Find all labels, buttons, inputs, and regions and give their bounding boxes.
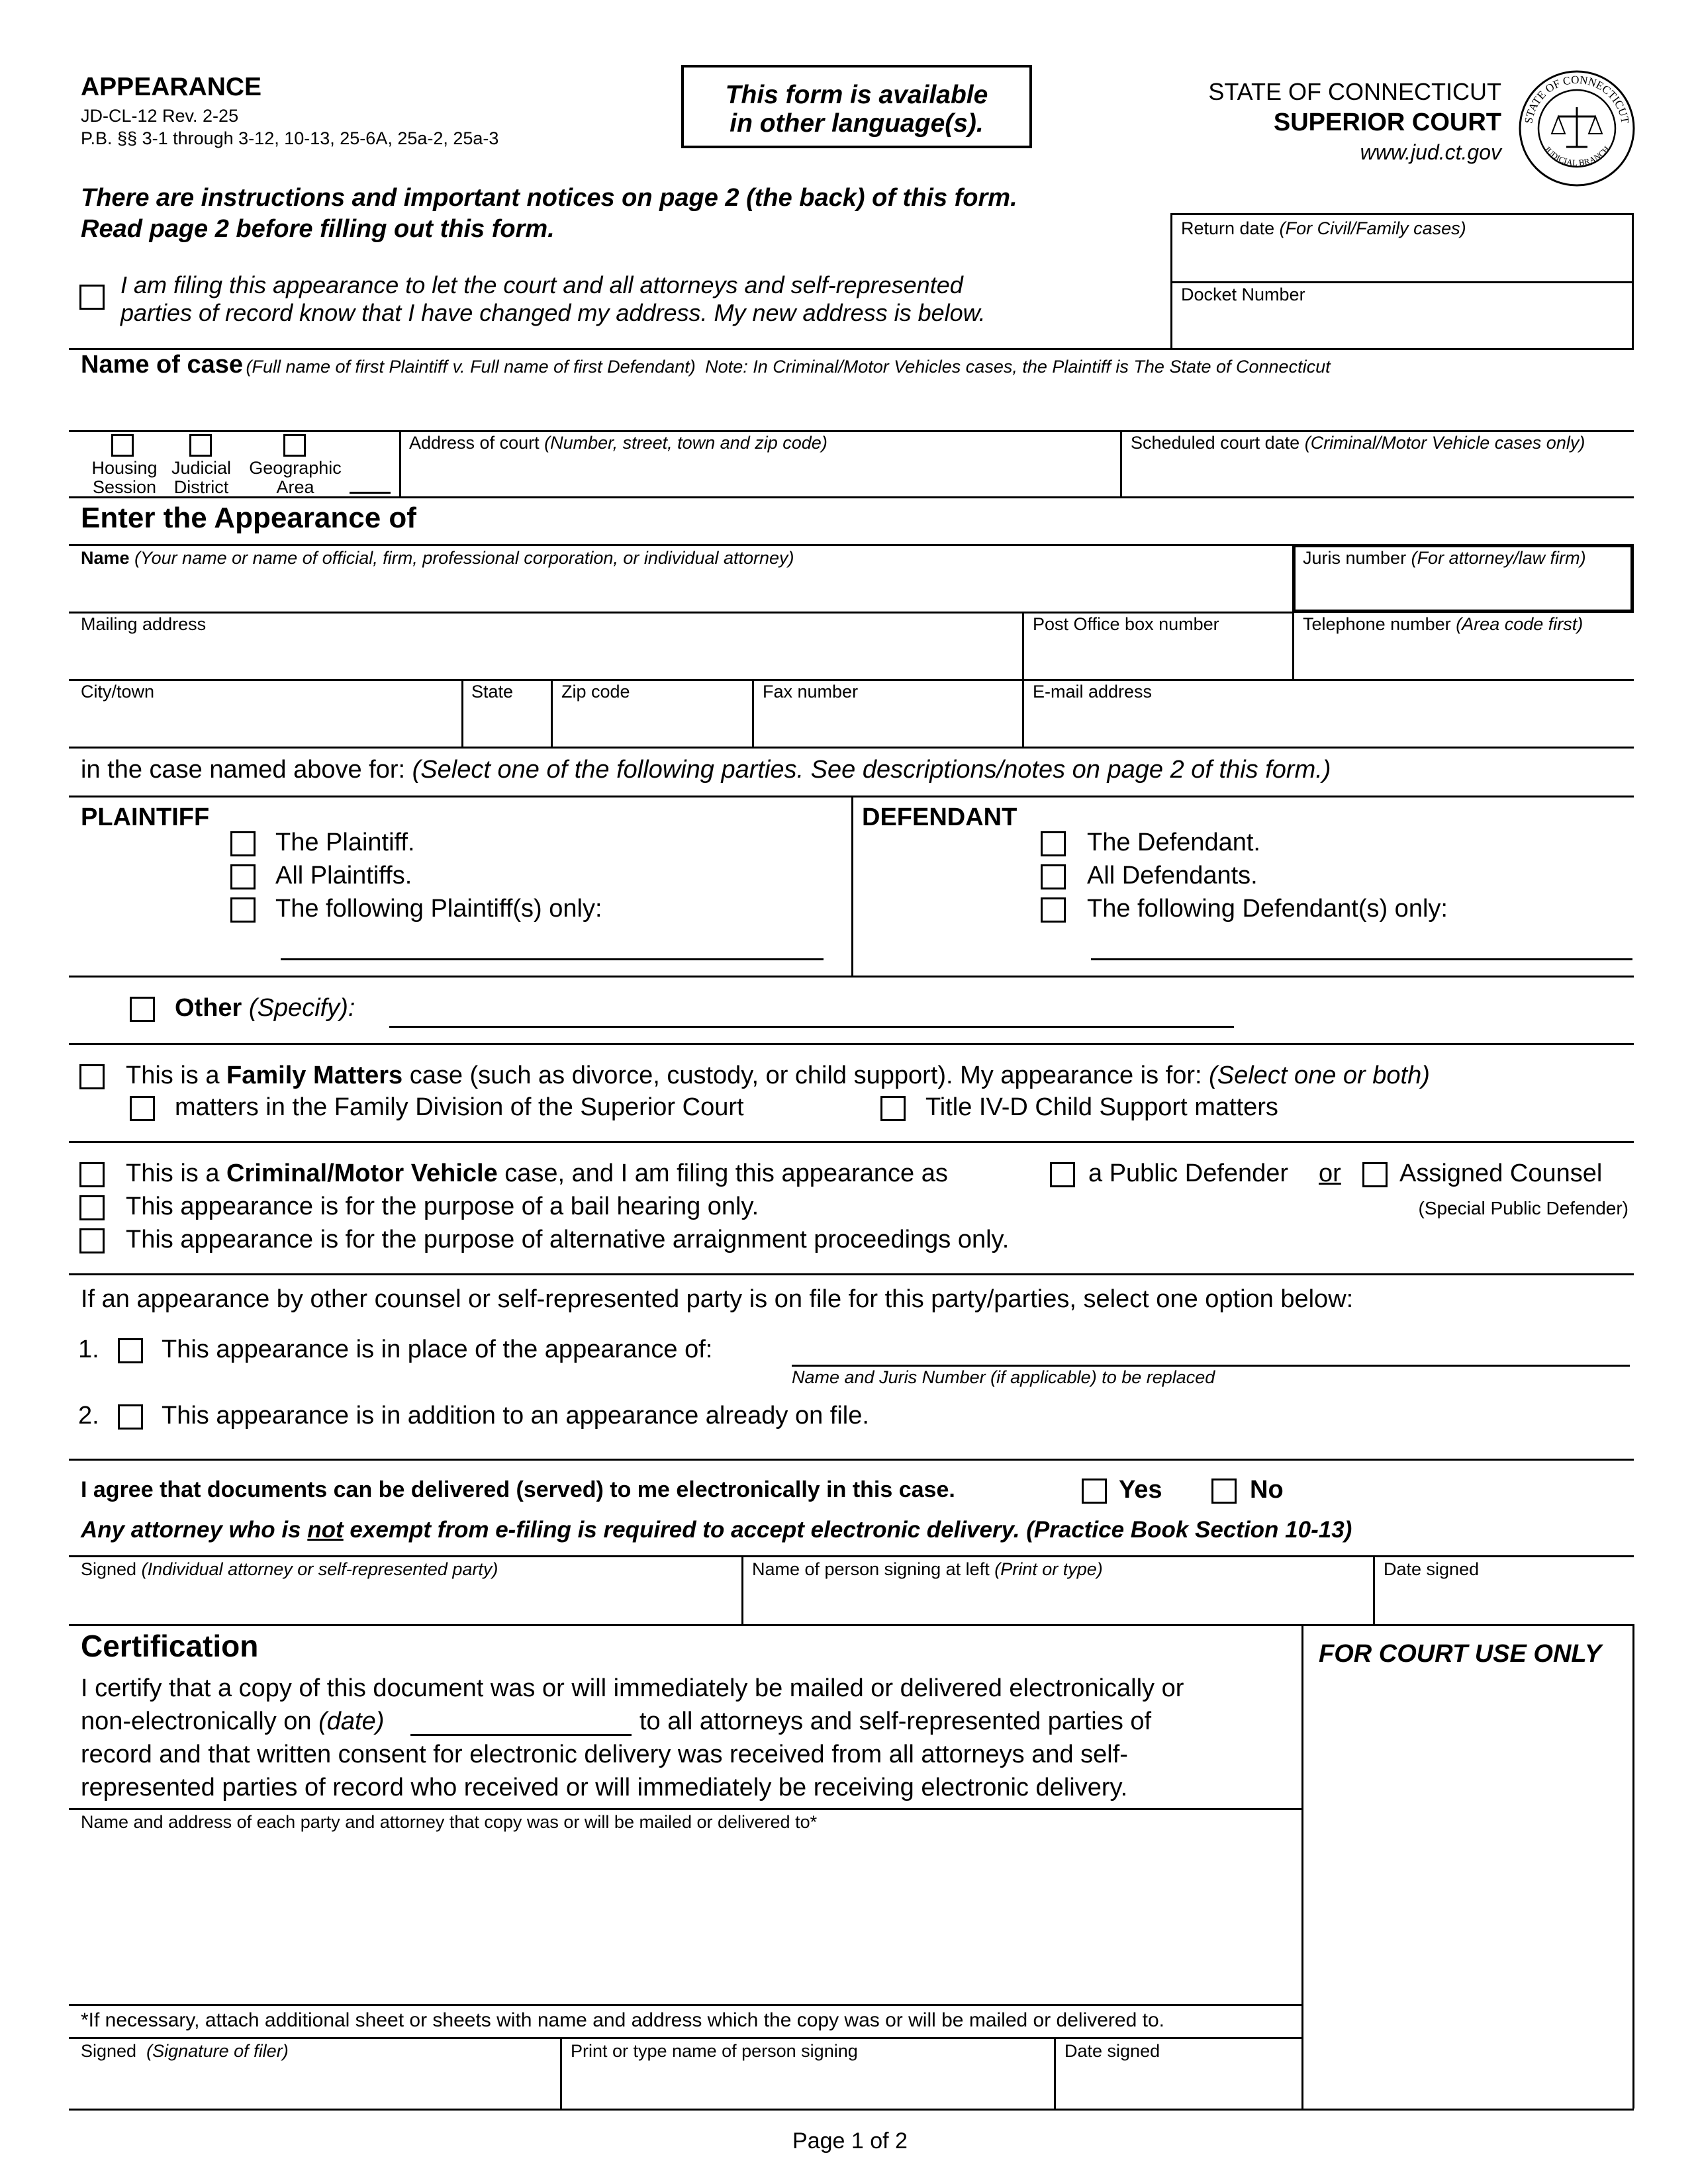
electronic-yes-label: Yes [1119,1476,1162,1504]
plaintiff-all-checkbox[interactable] [230,864,256,889]
svg-text:JUDICIAL BRANCH: JUDICIAL BRANCH [1542,144,1612,168]
appearance-name-field[interactable] [73,568,1288,609]
mailing-address-label: Mailing address [81,614,207,634]
defendant-single-checkbox[interactable] [1041,831,1066,856]
family-matters-checkbox[interactable] [79,1064,105,1089]
filer-signature-field[interactable] [73,2062,556,2105]
docket-number-label: Docket Number [1181,285,1305,304]
recipients-field[interactable] [73,1836,1296,2001]
city-town-field[interactable] [73,703,457,744]
alternative-arraignment-label: This appearance is for the purpose of alternative arraignment proceedings only. [126,1226,1010,1253]
geographic-area-label: Geographic Area [249,458,342,497]
certification-line4: represented parties of record who received or will immediately be receiving electronic delivery. [81,1774,1128,1801]
bail-hearing-checkbox[interactable] [79,1195,105,1220]
filer-signed-label: Signed (Signature of filer) [81,2041,289,2061]
judicial-district-label: Judicial District [171,458,232,497]
rule-court-row [69,430,1634,432]
title-ivd-checkbox[interactable] [880,1096,906,1121]
defendant-following-label: The following Defendant(s) only: [1087,895,1448,923]
name-of-case-field[interactable] [73,384,1630,428]
in-place-of-label: This appearance is in place of the appearance of: [162,1336,713,1363]
rule-other [69,976,1634,978]
criminal-mv-label: This is a Criminal/Motor Vehicle case, and I am filing this appearance as [126,1160,948,1187]
court-row-divider-1 [399,430,401,496]
judicial-district-checkbox[interactable] [189,434,212,457]
assigned-counsel-checkbox[interactable] [1362,1162,1388,1187]
filer-date-signed-label: Date signed [1064,2041,1160,2061]
other-party-field[interactable] [389,1026,1234,1028]
defendant-following-checkbox[interactable] [1041,897,1066,923]
cert-signature-divider-1 [560,2037,562,2109]
city-divider [461,679,463,747]
signer-name-field[interactable] [747,1582,1369,1621]
other-party-checkbox[interactable] [130,997,155,1022]
phone-divider [1292,612,1294,679]
po-box-label: Post Office box number [1033,614,1219,634]
parties-intro: in the case named above for: (Select one of the following parties. See descriptions/notes on page 2 of this form.) [81,756,1331,784]
svg-text:STATE OF CONNECTICUT: STATE OF CONNECTICUT [1522,73,1632,125]
certification-line1: I certify that a copy of this document was or will immediately be mailed or delivered electronically or [81,1674,1184,1702]
fax-number-field[interactable] [757,703,1017,744]
bail-hearing-label: This appearance is for the purpose of a bail hearing only. [126,1193,759,1220]
certification-heading: Certification [81,1629,259,1663]
form-number: JD-CL-12 Rev. 2-25 [81,106,239,126]
defendant-single-label: The Defendant. [1087,829,1260,856]
option-2-number: 2. [78,1402,99,1430]
plaintiff-single-checkbox[interactable] [230,831,256,856]
plaintiff-defendant-divider [851,796,853,976]
plaintiff-following-checkbox[interactable] [230,897,256,923]
defendant-all-label: All Defendants. [1087,862,1258,889]
return-date-field[interactable] [1173,238,1630,279]
plaintiff-names-field[interactable] [281,958,824,960]
rule-city-row [69,679,1634,681]
public-defender-checkbox[interactable] [1050,1162,1075,1187]
in-addition-checkbox[interactable] [118,1404,143,1430]
date-signed-label: Date signed [1384,1559,1480,1579]
return-date-label: Return date (For Civil/Family cases) [1181,218,1466,238]
signer-name-label: Name of person signing at left (Print or type) [752,1559,1103,1579]
public-defender-label: a Public Defender [1088,1160,1289,1187]
additional-sheet-footnote: *If necessary, attach additional sheet or sheets with name and address which the copy was or will be mailed or delivered to. [81,2009,1164,2031]
housing-session-label: Housing Session [91,458,158,497]
name-of-case-label: Name of case (Full name of first Plaintiff v. Full name of first Defendant) Note: In Criminal/Motor Vehicles cases, the Plaintiff is The State of Connecticut [81,351,1331,379]
certification-line3: record and that written consent for electronic delivery was received from all attorneys and self- [81,1741,1128,1768]
language-notice-box [681,65,1032,148]
date-signed-field[interactable] [1378,1582,1630,1621]
rule-certification [69,1624,1634,1626]
state-name: STATE OF CONNECTICUT [1208,78,1501,105]
rule-signature [69,1555,1634,1557]
email-field[interactable] [1027,703,1630,744]
state-divider [551,679,553,747]
certification-line2: non-electronically on (date) [81,1707,385,1735]
rule-electronic [69,1459,1634,1461]
address-change-checkbox[interactable] [79,285,105,310]
rule-cert-signature [69,2037,1303,2039]
other-counsel-intro: If an appearance by other counsel or self-represented party is on file for this party/parties, select one option below: [81,1285,1354,1313]
language-notice-line2: in other language(s). [730,109,984,138]
filer-date-signed-field[interactable] [1059,2062,1298,2105]
rule-name-of-case [69,348,1634,350]
cert-signature-divider-2 [1054,2037,1056,2109]
po-box-field[interactable] [1026,635,1288,676]
housing-session-checkbox[interactable] [111,434,134,457]
zip-code-label: Zip code [561,682,630,702]
email-label: E-mail address [1033,682,1153,702]
family-division-label: matters in the Family Division of the Superior Court [175,1093,744,1121]
scheduled-court-date-label: Scheduled court date (Criminal/Motor Vehicle cases only) [1131,433,1585,453]
in-place-of-checkbox[interactable] [118,1338,143,1363]
certification-date-field[interactable] [410,1734,632,1736]
form-rules: P.B. §§ 3-1 through 3-12, 10-13, 25-6A, 25a-2, 25a-3 [81,128,499,148]
telephone-field[interactable] [1298,635,1630,676]
rule-parties [69,747,1634,749]
option-1-number: 1. [78,1336,99,1363]
docket-number-field[interactable] [1173,306,1630,347]
telephone-label: Telephone number (Area code first) [1303,614,1583,634]
geographic-area-checkbox[interactable] [283,434,306,457]
plaintiff-heading: PLAINTIFF [81,803,210,831]
zip-code-field[interactable] [556,703,748,744]
case-box-divider [1170,281,1634,283]
fax-number-label: Fax number [763,682,859,702]
other-party-label: Other (Specify): [175,994,355,1022]
criminal-mv-checkbox[interactable] [79,1162,105,1187]
plaintiff-all-label: All Plaintiffs. [275,862,412,889]
scheduled-court-date-field[interactable] [1125,455,1630,494]
court-use-divider [1301,1624,1303,2109]
court-use-right-border [1632,1624,1634,2109]
signed-label: Signed (Individual attorney or self-represented party) [81,1559,498,1579]
assigned-counsel-label: Assigned Counsel [1399,1160,1603,1187]
certification-line2-end: to all attorneys and self-represented parties of [639,1707,1152,1735]
city-town-label: City/town [81,682,155,702]
plaintiff-single-label: The Plaintiff. [275,829,415,856]
family-division-checkbox[interactable] [130,1096,155,1121]
filer-print-name-field[interactable] [565,2062,1050,2105]
appearance-name-label: Name (Your name or name of official, firm, professional corporation, or individual attorney) [81,548,794,568]
juris-number-label: Juris number (For attorney/law firm) [1303,548,1586,568]
rule-other-counsel [69,1273,1634,1275]
signature-field[interactable] [73,1582,737,1621]
juris-number-field[interactable] [1299,569,1627,608]
defendant-all-checkbox[interactable] [1041,864,1066,889]
rule-footnote [69,2004,1303,2006]
page2-notice-line2: Read page 2 before filling out this form. [81,215,555,243]
alternative-arraignment-checkbox[interactable] [79,1228,105,1253]
court-name: SUPERIOR COURT [1273,109,1501,136]
electronic-no-label: No [1250,1476,1284,1504]
page-number: Page 1 of 2 [792,2128,908,2154]
replaced-appearance-field[interactable] [792,1365,1630,1367]
title-ivd-label: Title IV-D Child Support matters [925,1093,1278,1121]
court-address-label: Address of court (Number, street, town and zip code) [409,433,827,453]
replaced-appearance-caption: Name and Juris Number (if applicable) to be replaced [792,1367,1215,1387]
electronic-yes-checkbox[interactable] [1082,1479,1107,1504]
electronic-no-checkbox[interactable] [1211,1479,1237,1504]
court-address-field[interactable] [404,455,1116,494]
electronic-delivery-agreement: I agree that documents can be delivered (served) to me electronically in this case. [81,1477,955,1502]
signature-divider-2 [1373,1555,1375,1624]
language-notice-line1: This form is available [725,81,988,109]
special-public-defender-note: (Special Public Defender) [1418,1198,1629,1218]
zip-divider [752,679,754,747]
form-title: APPEARANCE [81,73,262,101]
connecticut-seal-icon [1517,69,1636,188]
rule-criminal [69,1141,1634,1143]
mailing-divider [1022,612,1024,679]
address-change-line1: I am filing this appearance to let the court and all attorneys and self-represented [120,271,963,298]
rule-bottom [69,2109,1634,2111]
rule-family [69,1043,1634,1045]
fax-divider [1022,679,1024,747]
state-label: State [471,682,514,702]
address-change-line2: parties of record know that I have changed my address. My new address is below. [120,299,986,326]
family-matters-label: This is a Family Matters case (such as divorce, custody, or child support). My appearance is for: (Select one or both) [126,1062,1430,1089]
geographic-area-number-field[interactable] [350,492,391,494]
filer-print-name-label: Print or type name of person signing [571,2041,858,2061]
recipients-label: Name and address of each party and attorney that copy was or will be mailed or delivered to* [81,1812,818,1832]
page2-notice-line1: There are instructions and important notices on page 2 (the back) of this form. [81,184,1017,212]
efiling-notice: Any attorney who is not exempt from e-filing is required to accept electronic delivery. (Practice Book Section 10-13) [81,1517,1352,1543]
plaintiff-following-label: The following Plaintiff(s) only: [275,895,602,923]
appearance-heading: Enter the Appearance of [81,502,416,534]
state-field[interactable] [466,703,545,744]
court-use-only-label: FOR COURT USE ONLY [1319,1640,1602,1668]
rule-recipients [69,1808,1303,1810]
rule-appearance-heading [69,496,1634,498]
defendant-heading: DEFENDANT [862,803,1017,831]
court-row-divider-2 [1120,430,1122,496]
defendant-names-field[interactable] [1091,958,1632,960]
mailing-address-field[interactable] [73,635,1017,676]
signature-divider-1 [741,1555,743,1624]
court-website: www.jud.ct.gov [1360,140,1501,164]
in-addition-label: This appearance is in addition to an appearance already on file. [162,1402,869,1430]
or-label: or [1319,1160,1341,1187]
rule-mailing-row [69,612,1294,614]
